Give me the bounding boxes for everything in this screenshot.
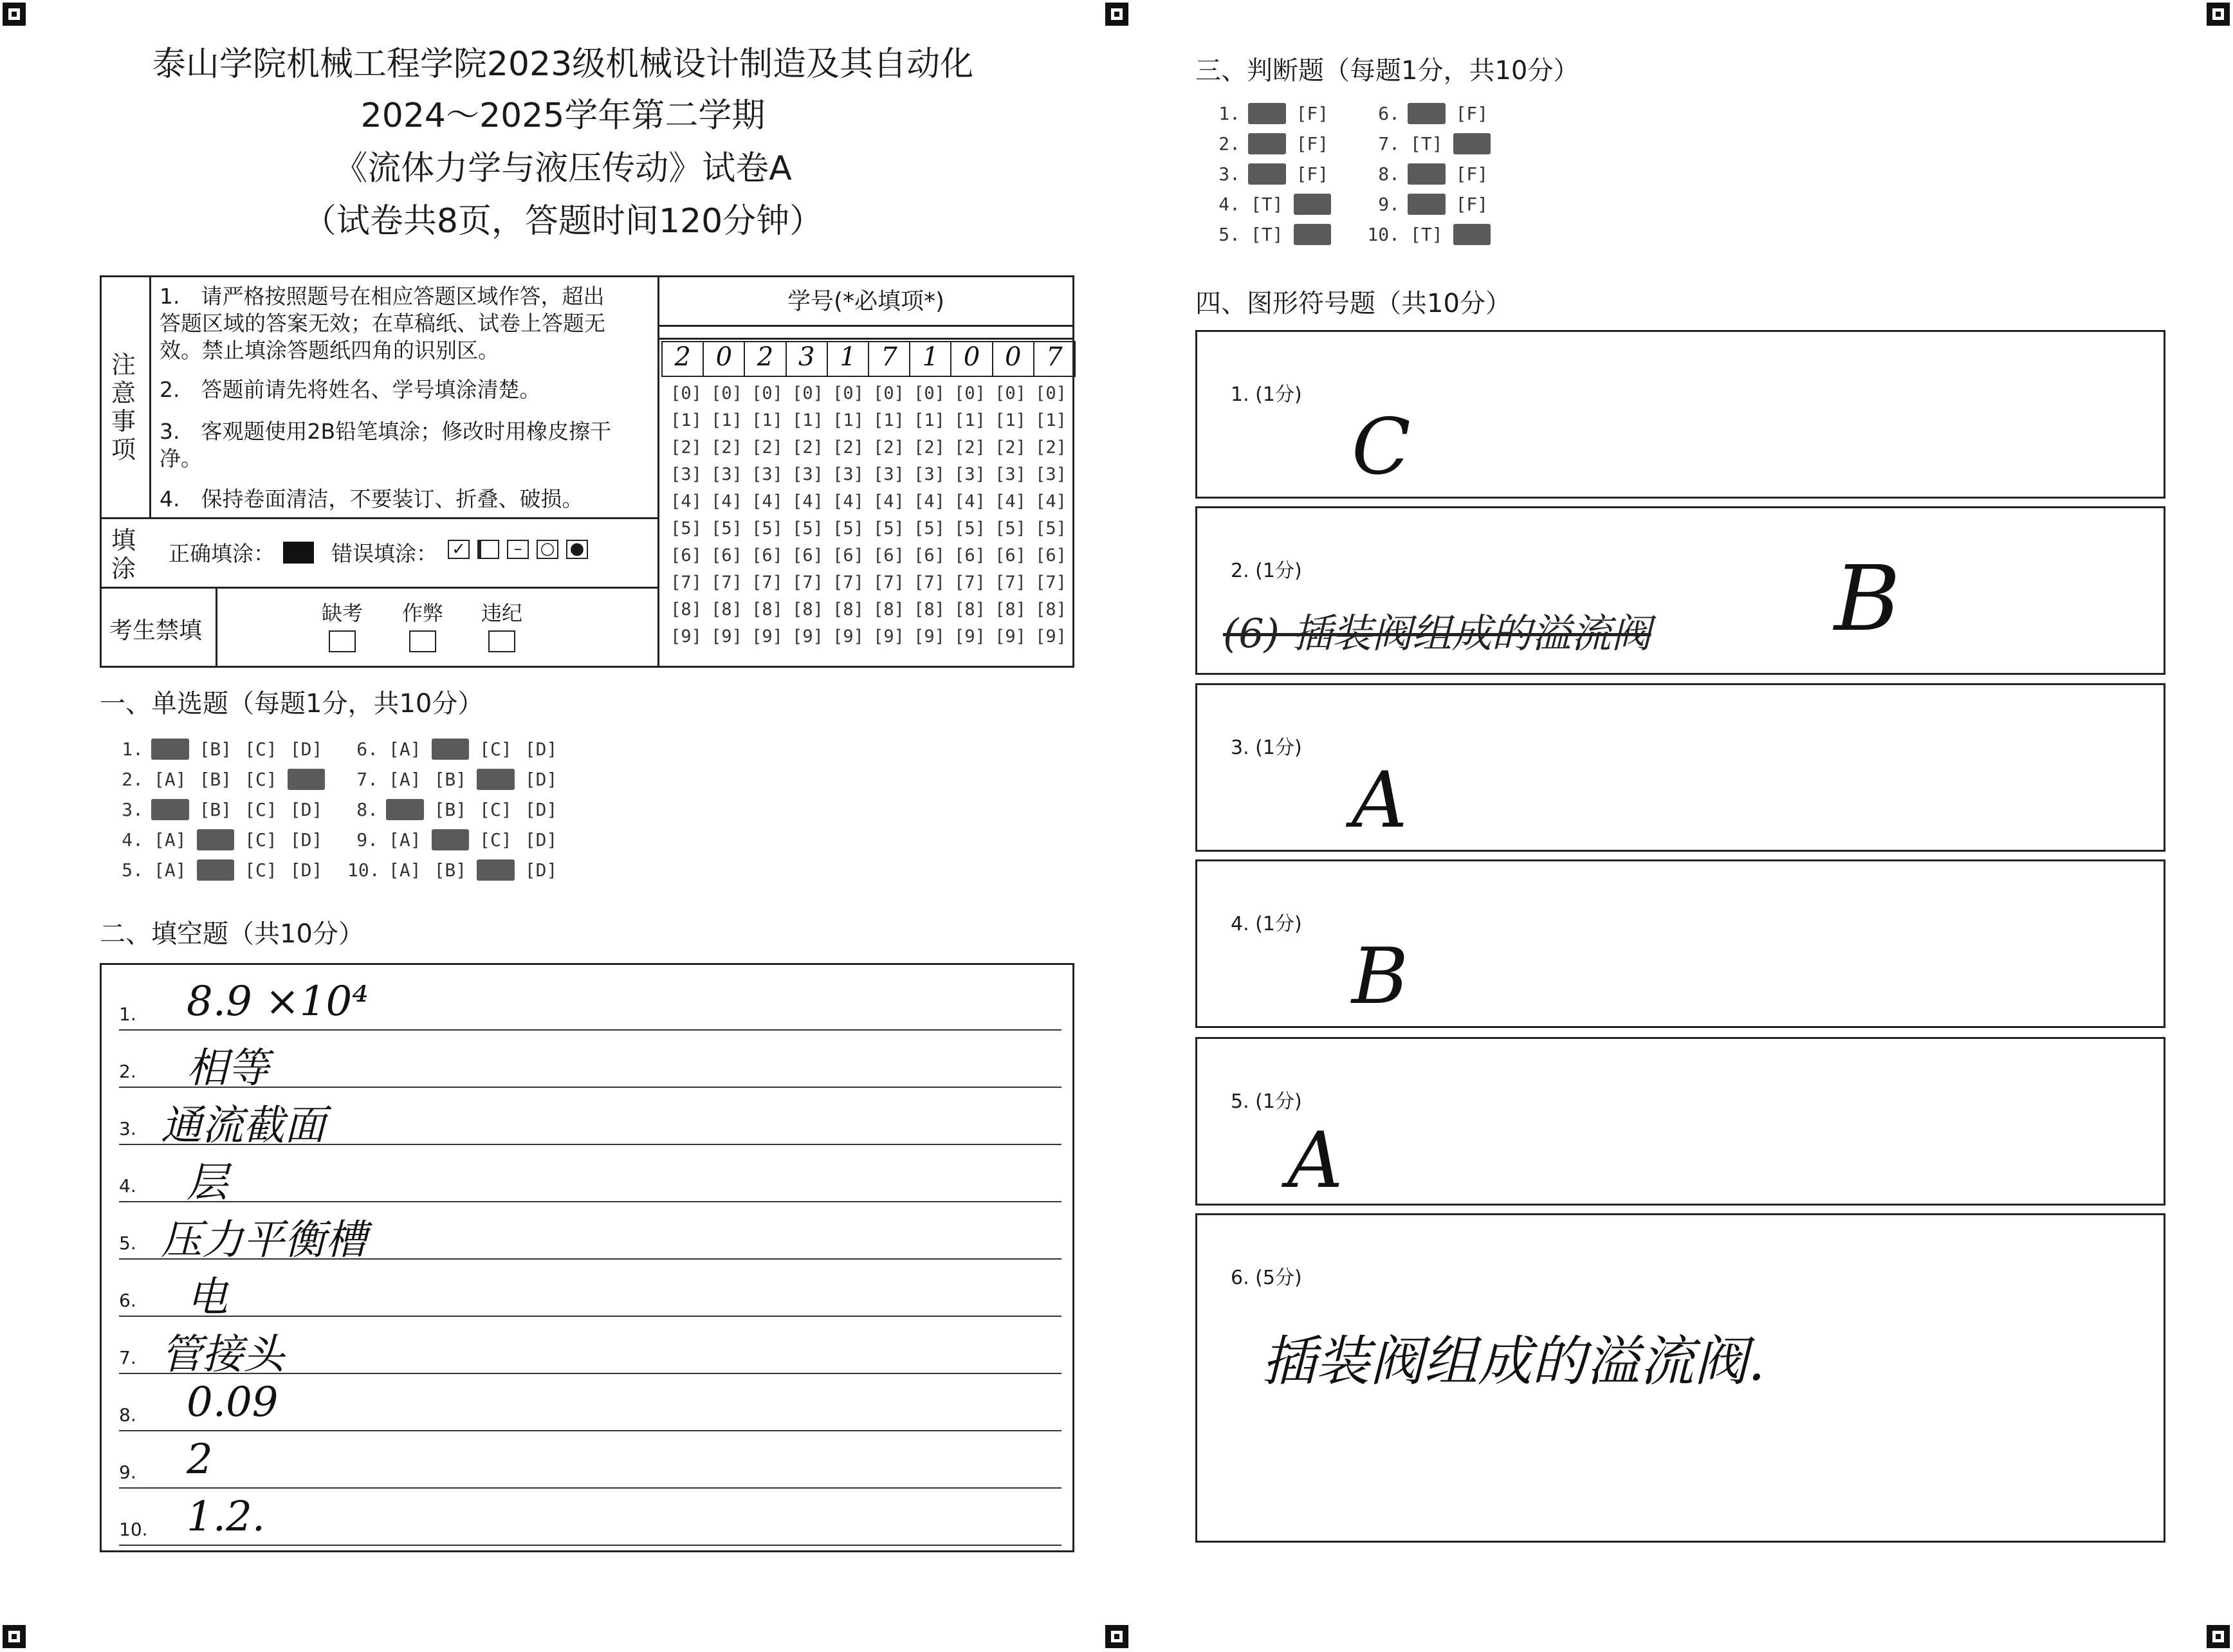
id-bubble[interactable]: [4] bbox=[995, 491, 1026, 511]
student-id-digit: 2 bbox=[745, 342, 786, 376]
mc-option-b[interactable]: [B] bbox=[434, 799, 467, 820]
mc-number: 7. bbox=[356, 769, 378, 790]
symbol-question-label: 6. (5分) bbox=[1231, 1267, 1302, 1289]
tf-option-f[interactable]: [F] bbox=[1296, 133, 1329, 154]
id-bubble[interactable]: [6] bbox=[751, 546, 783, 565]
id-bubble[interactable]: [1] bbox=[792, 410, 823, 430]
student-id-title: 学号(*必填项*) bbox=[787, 288, 945, 315]
id-bubble[interactable]: [5] bbox=[711, 519, 742, 538]
tf-question bbox=[1364, 194, 1491, 215]
id-bubble[interactable]: [5] bbox=[954, 519, 986, 538]
id-bubble-row bbox=[666, 437, 1071, 464]
symbol-answer-box bbox=[1195, 330, 2165, 499]
tf-option-t[interactable]: [T] bbox=[1410, 224, 1443, 245]
fill-answer: 2 bbox=[187, 1436, 213, 1483]
id-bubble[interactable]: [2] bbox=[832, 437, 864, 457]
symbol-answer: B bbox=[1834, 547, 1900, 652]
id-bubble[interactable]: [4] bbox=[711, 491, 742, 511]
tf-question bbox=[1204, 224, 1331, 245]
corner-marker-bottom-left bbox=[3, 1625, 26, 1648]
id-bubble[interactable]: [7] bbox=[711, 573, 742, 592]
mc-option-b[interactable]: [B] bbox=[434, 859, 467, 881]
student-id-digit: 7 bbox=[869, 342, 910, 376]
tf-option-t[interactable]: [T] bbox=[1248, 133, 1286, 154]
id-bubble[interactable]: [2] bbox=[873, 437, 905, 457]
id-bubble[interactable]: [1] bbox=[711, 410, 742, 430]
id-bubble[interactable]: [1] bbox=[873, 410, 905, 430]
fill-number: 3. bbox=[119, 1118, 136, 1139]
id-bubble[interactable]: [9] bbox=[954, 627, 986, 647]
id-bubble[interactable]: [7] bbox=[670, 573, 702, 592]
mc-question bbox=[347, 799, 560, 820]
mc-option-c[interactable]: [C] bbox=[479, 739, 512, 760]
forbid-absent[interactable] bbox=[322, 597, 363, 652]
id-bubble[interactable]: [3] bbox=[873, 464, 905, 484]
tf-number: 8. bbox=[1378, 163, 1400, 185]
id-bubble[interactable]: [4] bbox=[832, 491, 864, 511]
mc-option-c[interactable]: [C] bbox=[477, 859, 515, 881]
id-bubble[interactable]: [1] bbox=[914, 410, 945, 430]
id-bubble[interactable]: [1] bbox=[995, 410, 1026, 430]
id-bubble[interactable]: [7] bbox=[1035, 573, 1067, 592]
id-bubble[interactable]: [7] bbox=[751, 573, 783, 592]
tf-option-f[interactable]: [F] bbox=[1296, 103, 1329, 124]
fill-answer: 管接头 bbox=[161, 1331, 284, 1379]
id-bubble[interactable]: [6] bbox=[670, 546, 702, 565]
mc-option-c[interactable]: [C] bbox=[244, 739, 277, 760]
tf-option-f[interactable]: [F] bbox=[1294, 194, 1332, 215]
id-bubble[interactable]: [3] bbox=[995, 464, 1026, 484]
mc-option-c[interactable]: [C] bbox=[244, 859, 277, 881]
symbol-answer-box bbox=[1195, 683, 2165, 852]
id-bubble[interactable]: [6] bbox=[954, 546, 986, 565]
id-bubble[interactable]: [4] bbox=[914, 491, 945, 511]
id-bubble[interactable]: [1] bbox=[1035, 410, 1067, 430]
fill-rule bbox=[119, 1029, 1061, 1031]
fill-number: 2. bbox=[119, 1061, 136, 1082]
id-bubble[interactable]: [0] bbox=[873, 383, 905, 403]
id-bubble[interactable]: [1] bbox=[751, 410, 783, 430]
mc-option-b[interactable]: [B] bbox=[197, 859, 235, 881]
mc-option-b[interactable]: [B] bbox=[434, 769, 467, 790]
tf-option-f[interactable]: [F] bbox=[1453, 133, 1491, 154]
id-bubble-row bbox=[666, 546, 1071, 573]
id-bubble[interactable]: [6] bbox=[832, 546, 864, 565]
mc-option-a[interactable]: [A] bbox=[389, 829, 421, 850]
id-bubble[interactable]: [1] bbox=[832, 410, 864, 430]
tf-question bbox=[1364, 163, 1491, 185]
id-bubble[interactable]: [5] bbox=[1035, 519, 1067, 538]
id-bubble[interactable]: [2] bbox=[670, 437, 702, 457]
id-bubble[interactable]: [2] bbox=[954, 437, 986, 457]
id-bubble[interactable]: [3] bbox=[1035, 464, 1067, 484]
mc-option-c[interactable]: [C] bbox=[244, 829, 277, 850]
id-bubble-row bbox=[666, 464, 1071, 491]
id-bubble[interactable]: [9] bbox=[751, 627, 783, 647]
struck-answer: (6) 插装阀组成的溢流阀 bbox=[1223, 610, 1651, 657]
mc-number: 5. bbox=[122, 859, 143, 881]
id-bubble[interactable]: [0] bbox=[995, 383, 1026, 403]
exam-title-line4: （试卷共8页，答题时间120分钟） bbox=[302, 202, 823, 241]
id-bubble[interactable]: [8] bbox=[711, 600, 742, 620]
mc-option-d[interactable]: [D] bbox=[524, 829, 558, 850]
fill-rule bbox=[119, 1430, 1061, 1431]
fill-number: 5. bbox=[119, 1233, 136, 1254]
mc-option-d[interactable]: [D] bbox=[524, 799, 558, 820]
tf-option-t[interactable]: [T] bbox=[1408, 163, 1446, 185]
id-bubble[interactable]: [4] bbox=[954, 491, 986, 511]
id-bubble[interactable]: [0] bbox=[670, 383, 702, 403]
id-bubble[interactable]: [3] bbox=[954, 464, 986, 484]
id-bubble[interactable]: [4] bbox=[873, 491, 905, 511]
exam-title-line1: 泰山学院机械工程学院2023级机械设计制造及其自动化 bbox=[152, 45, 974, 84]
mc-question bbox=[347, 859, 560, 881]
fill-number: 1. bbox=[119, 1004, 136, 1025]
symbol-answer: C bbox=[1352, 403, 1411, 492]
corner-marker-top-center bbox=[1105, 3, 1128, 26]
symbol-answer-box bbox=[1195, 1213, 2165, 1543]
fill-correct-sample bbox=[283, 542, 314, 564]
id-bubble[interactable]: [3] bbox=[711, 464, 742, 484]
mc-option-a[interactable]: [A] bbox=[154, 829, 187, 850]
id-bubble[interactable]: [5] bbox=[995, 519, 1026, 538]
id-bubble[interactable]: [6] bbox=[792, 546, 823, 565]
id-bubble[interactable]: [0] bbox=[954, 383, 986, 403]
mc-number: 9. bbox=[356, 829, 378, 850]
id-bubble[interactable]: [3] bbox=[751, 464, 783, 484]
tf-number: 5. bbox=[1218, 224, 1240, 245]
id-bubble[interactable]: [9] bbox=[914, 627, 945, 647]
id-bubble[interactable]: [4] bbox=[670, 491, 702, 511]
tf-option-f[interactable]: [F] bbox=[1294, 224, 1332, 245]
mc-option-d[interactable]: [D] bbox=[524, 769, 558, 790]
fill-label: 填 涂 bbox=[111, 526, 136, 583]
id-bubble[interactable]: [2] bbox=[914, 437, 945, 457]
tf-number: 7. bbox=[1378, 133, 1400, 154]
symbol-answer-box bbox=[1195, 859, 2165, 1028]
id-bubble-row bbox=[666, 491, 1071, 519]
mc-number: 8. bbox=[356, 799, 378, 820]
id-bubble[interactable]: [6] bbox=[711, 546, 742, 565]
id-bubble[interactable]: [3] bbox=[914, 464, 945, 484]
fill-correct-label: 正确填涂： bbox=[169, 541, 275, 566]
mc-option-d[interactable]: [D] bbox=[524, 859, 558, 881]
student-id-digit: 3 bbox=[787, 342, 828, 376]
id-bubble[interactable]: [9] bbox=[792, 627, 823, 647]
exam-title-line2: 2024～2025学年第二学期 bbox=[360, 96, 766, 135]
student-id-digit: 1 bbox=[828, 342, 869, 376]
symbol-question-label: 2. (1分) bbox=[1231, 560, 1302, 582]
id-bubble-row bbox=[666, 600, 1071, 627]
id-bubble[interactable]: [1] bbox=[670, 410, 702, 430]
mc-option-d[interactable]: [D] bbox=[289, 739, 323, 760]
id-bubble[interactable]: [8] bbox=[954, 600, 986, 620]
fill-rule bbox=[119, 1487, 1061, 1489]
tf-number: 3. bbox=[1218, 163, 1240, 185]
tf-number: 6. bbox=[1378, 103, 1400, 124]
id-bubble[interactable]: [5] bbox=[914, 519, 945, 538]
fill-number: 9. bbox=[119, 1462, 136, 1483]
student-id-digit: 1 bbox=[910, 342, 951, 376]
fill-wrong-label: 错误填涂： bbox=[331, 541, 437, 566]
tf-number: 4. bbox=[1218, 194, 1240, 215]
id-bubble[interactable]: [7] bbox=[954, 573, 986, 592]
fill-answer: 0.09 bbox=[187, 1379, 279, 1426]
id-bubble[interactable]: [5] bbox=[792, 519, 823, 538]
mc-option-a[interactable]: [A] bbox=[154, 859, 187, 881]
tf-question bbox=[1364, 103, 1491, 124]
forbid-label: 考生禁填 bbox=[109, 618, 203, 644]
fill-rule bbox=[119, 1545, 1061, 1546]
id-bubble-row bbox=[666, 410, 1071, 437]
id-bubble[interactable]: [9] bbox=[1035, 627, 1067, 647]
id-bubble[interactable]: [0] bbox=[1035, 383, 1067, 403]
student-id-digit: 0 bbox=[993, 342, 1034, 376]
notice-item-3: 3. 客观题使用2B铅笔填涂；修改时用橡皮擦干净。 bbox=[160, 419, 612, 471]
id-bubble-row bbox=[666, 519, 1071, 546]
mc-option-b[interactable]: [B] bbox=[432, 829, 470, 850]
id-bubble[interactable]: [8] bbox=[873, 600, 905, 620]
mc-option-d[interactable]: [D] bbox=[524, 739, 558, 760]
mc-question bbox=[347, 829, 560, 850]
id-bubble[interactable]: [6] bbox=[914, 546, 945, 565]
mc-option-a[interactable]: [A] bbox=[389, 859, 421, 881]
mc-number: 10. bbox=[347, 859, 380, 881]
mc-option-c[interactable]: [C] bbox=[477, 769, 515, 790]
id-bubble[interactable]: [9] bbox=[670, 627, 702, 647]
id-bubble[interactable]: [2] bbox=[751, 437, 783, 457]
mc-number: 1. bbox=[122, 739, 143, 760]
tf-option-f[interactable]: [F] bbox=[1455, 194, 1489, 215]
mc-question bbox=[347, 739, 560, 760]
symbol-answer: 插装阀组成的溢流阀. bbox=[1262, 1330, 1765, 1393]
id-bubble-row bbox=[666, 573, 1071, 600]
mc-option-b[interactable]: [B] bbox=[432, 739, 470, 760]
id-bubble-row bbox=[666, 383, 1071, 410]
id-bubble[interactable]: [3] bbox=[792, 464, 823, 484]
symbol-answer: A bbox=[1287, 1116, 1343, 1206]
tf-number: 9. bbox=[1378, 194, 1400, 215]
fill-number: 8. bbox=[119, 1404, 136, 1426]
corner-marker-top-left bbox=[3, 3, 26, 26]
tf-number: 1. bbox=[1218, 103, 1240, 124]
id-bubble[interactable]: [2] bbox=[711, 437, 742, 457]
tf-question bbox=[1364, 224, 1491, 245]
id-bubble[interactable]: [5] bbox=[751, 519, 783, 538]
id-bubble[interactable]: [9] bbox=[711, 627, 742, 647]
forbid-cheat-label: 作弊 bbox=[402, 601, 444, 625]
forbid-cheat[interactable] bbox=[402, 597, 443, 652]
mc-question bbox=[113, 739, 325, 760]
student-id-digit: 0 bbox=[951, 342, 993, 376]
mc-number: 4. bbox=[122, 829, 143, 850]
symbol-answer: A bbox=[1352, 756, 1408, 845]
mc-option-a[interactable]: [A] bbox=[389, 739, 421, 760]
mc-option-d[interactable]: [D] bbox=[289, 799, 323, 820]
tf-option-f[interactable]: [F] bbox=[1455, 103, 1489, 124]
fill-rule bbox=[119, 1201, 1061, 1202]
mc-option-a[interactable]: [A] bbox=[389, 769, 421, 790]
fill-wrong-samples: ✓ – ○ ● bbox=[444, 539, 592, 559]
notice-item-1: 1. 请严格按照题号在相应答题区域作答，超出答题区域的答案无效；在草稿纸、试卷上答题无效。禁止填涂答题纸四角的识别区。 bbox=[160, 284, 605, 363]
tf-question bbox=[1204, 163, 1331, 185]
tf-number: 10. bbox=[1367, 224, 1400, 245]
id-bubble[interactable]: [4] bbox=[792, 491, 823, 511]
student-id-digit: 0 bbox=[704, 342, 745, 376]
id-bubble[interactable]: [7] bbox=[792, 573, 823, 592]
mc-option-b[interactable]: [B] bbox=[197, 829, 235, 850]
id-bubble[interactable]: [4] bbox=[1035, 491, 1067, 511]
section2-title: 二、填空题（共10分） bbox=[100, 919, 364, 949]
tf-option-t[interactable]: [T] bbox=[1251, 224, 1283, 245]
mc-number: 2. bbox=[122, 769, 143, 790]
mc-option-d[interactable]: [D] bbox=[289, 829, 323, 850]
notice-item-4: 4. 保持卷面清洁，不要装订、折叠、破损。 bbox=[160, 486, 584, 511]
section4-title: 四、图形符号题（共10分） bbox=[1195, 289, 1511, 318]
id-bubble[interactable]: [0] bbox=[751, 383, 783, 403]
fill-answer: 电 bbox=[187, 1274, 228, 1321]
id-bubble[interactable]: [8] bbox=[914, 600, 945, 620]
id-bubble[interactable]: [1] bbox=[954, 410, 986, 430]
student-id-digit: 2 bbox=[663, 342, 704, 376]
mc-option-d[interactable]: [D] bbox=[289, 859, 323, 881]
mc-question bbox=[113, 769, 325, 790]
fill-answer: 层 bbox=[187, 1159, 228, 1207]
fill-rule bbox=[119, 1316, 1061, 1317]
mc-option-b[interactable]: [B] bbox=[199, 769, 232, 790]
fill-number: 4. bbox=[119, 1175, 136, 1197]
id-bubble[interactable]: [9] bbox=[832, 627, 864, 647]
mc-option-a[interactable]: [A] bbox=[386, 799, 424, 820]
symbol-question-label: 1. (1分) bbox=[1231, 383, 1302, 406]
id-bubble[interactable]: [3] bbox=[832, 464, 864, 484]
symbol-question-label: 4. (1分) bbox=[1231, 913, 1302, 935]
tf-option-f[interactable]: [F] bbox=[1453, 224, 1491, 245]
forbid-violation[interactable] bbox=[481, 597, 522, 652]
tf-option-t[interactable]: [T] bbox=[1248, 103, 1286, 124]
mc-option-b[interactable]: [B] bbox=[199, 799, 232, 820]
id-bubble[interactable]: [9] bbox=[995, 627, 1026, 647]
tf-option-t[interactable]: [T] bbox=[1248, 163, 1286, 185]
id-bubble[interactable]: [6] bbox=[1035, 546, 1067, 565]
fill-number: 6. bbox=[119, 1290, 136, 1311]
mc-question bbox=[113, 859, 325, 881]
fill-answer: 1.2. bbox=[187, 1493, 266, 1541]
mc-question bbox=[113, 799, 325, 820]
tf-option-t[interactable]: [T] bbox=[1410, 133, 1443, 154]
id-bubble[interactable]: [7] bbox=[995, 573, 1026, 592]
mc-option-d[interactable]: [D] bbox=[288, 769, 326, 790]
tf-question bbox=[1364, 133, 1491, 154]
id-bubble[interactable]: [8] bbox=[832, 600, 864, 620]
tf-option-f[interactable]: [F] bbox=[1455, 163, 1489, 185]
tf-question bbox=[1204, 133, 1331, 154]
mc-option-c[interactable]: [C] bbox=[479, 829, 512, 850]
tf-option-t[interactable]: [T] bbox=[1408, 103, 1446, 124]
fill-number: 10. bbox=[119, 1519, 148, 1540]
forbid-violation-label: 违纪 bbox=[481, 601, 523, 625]
id-bubble[interactable]: [5] bbox=[670, 519, 702, 538]
student-id-written bbox=[661, 341, 1076, 377]
exam-title-line3: 《流体力学与液压传动》试卷A bbox=[334, 149, 792, 188]
id-bubble[interactable]: [9] bbox=[873, 627, 905, 647]
id-bubble[interactable]: [8] bbox=[995, 600, 1026, 620]
id-bubble[interactable]: [2] bbox=[792, 437, 823, 457]
symbol-question-label: 5. (1分) bbox=[1231, 1090, 1302, 1113]
id-bubble[interactable]: [8] bbox=[751, 600, 783, 620]
id-bubble[interactable]: [7] bbox=[873, 573, 905, 592]
mc-question bbox=[113, 829, 325, 850]
tf-option-t[interactable]: [T] bbox=[1251, 194, 1283, 215]
forbid-absent-label: 缺考 bbox=[322, 601, 363, 625]
mc-number: 6. bbox=[356, 739, 378, 760]
id-bubble[interactable]: [7] bbox=[832, 573, 864, 592]
student-id-bubble-grid[interactable] bbox=[666, 383, 1071, 654]
id-bubble[interactable]: [5] bbox=[832, 519, 864, 538]
section3-title: 三、判断题（每题1分，共10分） bbox=[1195, 56, 1579, 86]
student-id-digit: 7 bbox=[1046, 342, 1063, 372]
fill-answer: 通流截面 bbox=[161, 1102, 326, 1150]
id-bubble[interactable]: [0] bbox=[792, 383, 823, 403]
mc-option-c[interactable]: [C] bbox=[244, 769, 277, 790]
symbol-answer-box bbox=[1195, 1037, 2165, 1206]
tf-option-t[interactable]: [T] bbox=[1408, 194, 1446, 215]
id-bubble[interactable]: [6] bbox=[873, 546, 905, 565]
fill-answer: 8.9 ×10⁴ bbox=[187, 978, 369, 1025]
id-bubble[interactable]: [0] bbox=[711, 383, 742, 403]
corner-marker-top-right bbox=[2207, 3, 2230, 26]
corner-marker-bottom-center bbox=[1105, 1625, 1128, 1648]
id-bubble[interactable]: [2] bbox=[1035, 437, 1067, 457]
mc-option-c[interactable]: [C] bbox=[479, 799, 512, 820]
id-bubble[interactable]: [8] bbox=[670, 600, 702, 620]
symbol-answer: B bbox=[1352, 932, 1409, 1022]
tf-question bbox=[1204, 194, 1331, 215]
notice-item-2: 2. 答题前请先将姓名、学号填涂清楚。 bbox=[160, 377, 541, 402]
id-bubble[interactable]: [8] bbox=[792, 600, 823, 620]
id-bubble[interactable]: [3] bbox=[670, 464, 702, 484]
id-bubble[interactable]: [4] bbox=[751, 491, 783, 511]
id-bubble[interactable]: [2] bbox=[995, 437, 1026, 457]
mc-option-c[interactable]: [C] bbox=[244, 799, 277, 820]
id-bubble[interactable]: [0] bbox=[832, 383, 864, 403]
id-bubble[interactable]: [7] bbox=[914, 573, 945, 592]
id-bubble[interactable]: [5] bbox=[873, 519, 905, 538]
mc-number: 3. bbox=[122, 799, 143, 820]
tf-number: 2. bbox=[1218, 133, 1240, 154]
mc-question bbox=[347, 769, 560, 790]
symbol-answer-box bbox=[1195, 506, 2165, 675]
mc-option-a[interactable]: [A] bbox=[154, 769, 187, 790]
tf-option-f[interactable]: [F] bbox=[1296, 163, 1329, 185]
fill-answer: 相等 bbox=[187, 1045, 269, 1092]
notice-label: 注 意 事 项 bbox=[111, 351, 136, 464]
mc-option-a[interactable]: [A] bbox=[151, 739, 189, 760]
corner-marker-bottom-right bbox=[2207, 1625, 2230, 1648]
symbol-question-label: 3. (1分) bbox=[1231, 737, 1302, 759]
mc-option-a[interactable]: [A] bbox=[151, 799, 189, 820]
tf-question bbox=[1204, 103, 1331, 124]
section1-title: 一、单选题（每题1分，共10分） bbox=[100, 689, 484, 719]
id-bubble[interactable]: [0] bbox=[914, 383, 945, 403]
fill-answer: 压力平衡槽 bbox=[161, 1216, 367, 1264]
id-bubble[interactable]: [6] bbox=[995, 546, 1026, 565]
id-bubble-row bbox=[666, 627, 1071, 654]
id-bubble[interactable]: [8] bbox=[1035, 600, 1067, 620]
fill-number: 7. bbox=[119, 1347, 136, 1368]
mc-option-b[interactable]: [B] bbox=[199, 739, 232, 760]
